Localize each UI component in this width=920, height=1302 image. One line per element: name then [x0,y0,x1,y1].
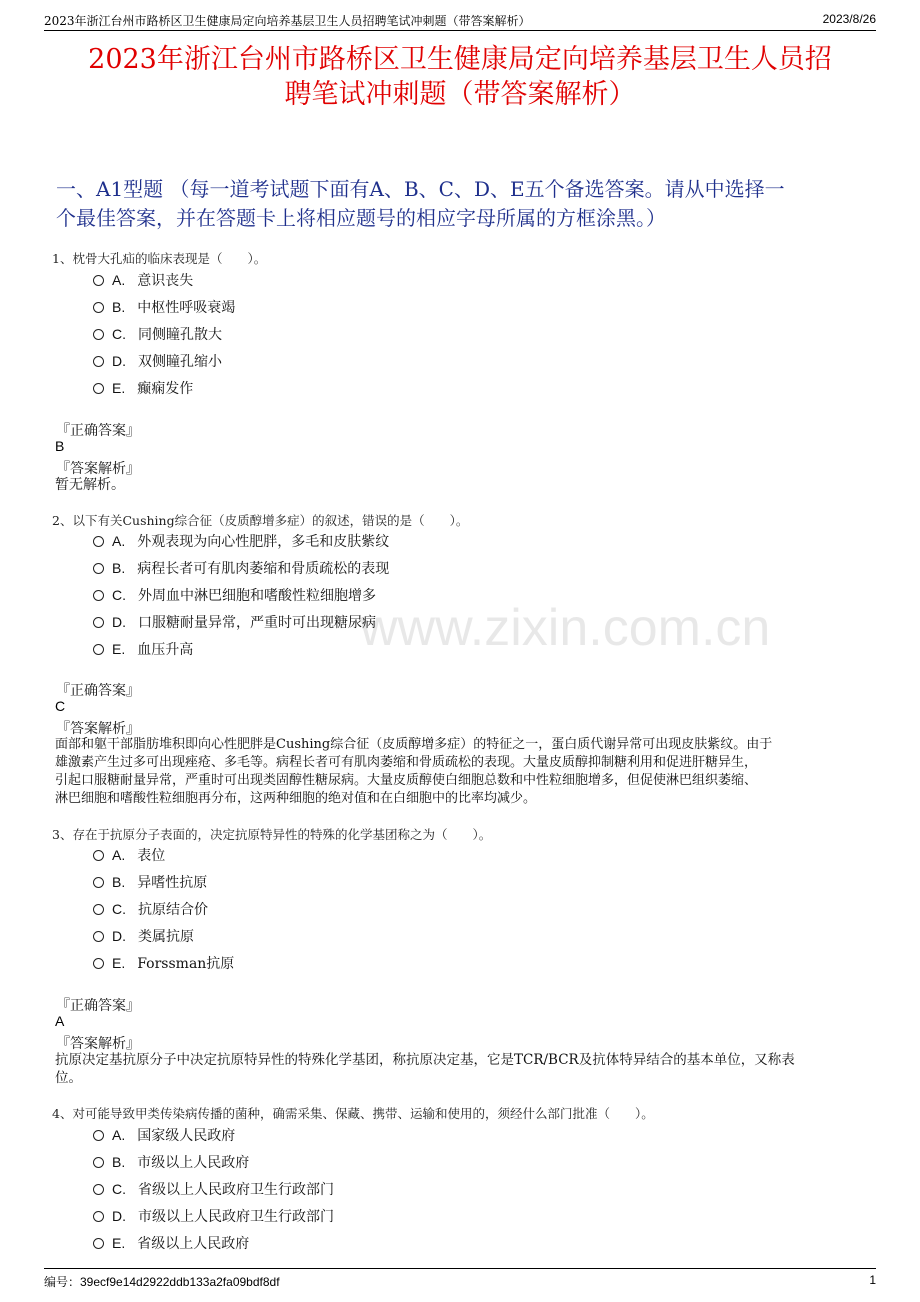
radio-icon[interactable] [93,563,104,574]
analysis-label: 『答案解析』 [56,1036,140,1052]
radio-icon[interactable] [93,536,104,547]
radio-icon[interactable] [93,617,104,628]
section-heading [56,175,864,233]
radio-icon[interactable] [93,931,104,942]
question-3-stem: 3、存在于抗原分子表面的，决定抗原特异性的特殊的化学基团称之为（ ）。 [52,827,492,842]
radio-icon[interactable] [93,904,104,915]
question-3-option-a[interactable]: A. 表位 [93,845,165,865]
question-2-option-b[interactable]: B. 病程长者可有肌肉萎缩和骨质疏松的表现 [93,558,389,578]
question-3-explanation: 抗原决定基抗原分子中决定抗原特异性的特殊化学基团，称抗原决定基，它是TCR/BCR及抗体特异结合的基本单位，又称表 位。 [55,1052,795,1086]
question-4-option-e[interactable]: E. 省级以上人民政府 [93,1233,249,1253]
question-2-option-a[interactable]: A. 外观表现为向心性肥胖，多毛和皮肤紫纹 [93,531,389,551]
question-4-option-d[interactable]: D. 市级以上人民政府卫生行政部门 [93,1206,334,1226]
question-1-option-e[interactable]: E. 癫痫发作 [93,378,193,398]
question-3-option-c[interactable]: C. 抗原结合价 [93,899,208,919]
radio-icon[interactable] [93,275,104,286]
footer-doc-id: 编号：39ecf9e14d2922ddb133a2fa09bdf8df [44,1275,280,1289]
radio-icon[interactable] [93,329,104,340]
radio-icon[interactable] [93,644,104,655]
section-line-1: 一、A1型题 （每一道考试题下面有A、B、C、D、E五个备选答案。请从中选择一 [56,177,785,201]
question-4-option-a[interactable]: A. 国家级人民政府 [93,1125,235,1145]
radio-icon[interactable] [93,383,104,394]
title-line-2: 聘笔试冲刺题（带答案解析） [284,79,636,110]
radio-icon[interactable] [93,1130,104,1141]
question-1-explanation: 暂无解析。 [55,477,125,493]
question-1-option-a[interactable]: A. 意识丧失 [93,270,193,290]
title-line-1: 2023年浙江台州市路桥区卫生健康局定向培养基层卫生人员招 [88,44,832,75]
question-1-option-d[interactable]: D. 双侧瞳孔缩小 [93,351,222,371]
question-2-answer: C [55,698,66,714]
radio-icon[interactable] [93,1157,104,1168]
radio-icon[interactable] [93,958,104,969]
radio-icon[interactable] [93,877,104,888]
section-line-2: 个最佳答案，并在答题卡上将相应题号的相应字母所属的方框涂黑。） [56,206,666,230]
radio-icon[interactable] [93,356,104,367]
page-footer [44,1268,876,1291]
question-2-stem: 2、以下有关Cushing综合征（皮质醇增多症）的叙述，错误的是（ ）。 [52,513,469,528]
header-doc-title: 2023年浙江台州市路桥区卫生健康局定向培养基层卫生人员招聘笔试冲刺题（带答案解析） [44,14,531,28]
radio-icon[interactable] [93,590,104,601]
radio-icon[interactable] [93,302,104,313]
question-3-option-e[interactable]: E. Forssman抗原 [93,953,234,973]
correct-answer-label: 『正确答案』 [56,683,140,699]
question-1-option-c[interactable]: C. 同侧瞳孔散大 [93,324,222,344]
header-date: 2023/8/26 [822,12,876,26]
page-header [44,12,876,31]
radio-icon[interactable] [93,1184,104,1195]
radio-icon[interactable] [93,1238,104,1249]
question-2-explanation: 面部和躯干部脂肪堆积即向心性肥胖是Cushing综合征（皮质醇增多症）的特征之一，蛋白质代谢异常可出现皮肤紫纹。由于 雄激素产生过多可出现痤疮、多毛等。病程长者可有肌肉萎缩和骨质疏松的表现。大量皮质醇抑制糖利用和促进肝糖异生， 引起口服糖耐量异常，严重时可出现类固醇性糖尿病。大量皮质醇使白细胞总数和中性粒细胞增多，但促使淋巴组织萎缩、 淋巴细胞和嗜酸性粒细胞再分布，这两种细胞的绝对值和在白细胞中的比率均减少。 [55,737,773,806]
document-title [40,42,880,112]
footer-page-number: 1 [869,1273,876,1287]
analysis-label: 『答案解析』 [56,461,140,477]
question-4-stem: 4、对可能导致甲类传染病传播的菌种，确需采集、保藏、携带、运输和使用的，须经什么部门批准（ ）。 [52,1106,654,1121]
question-2-option-d[interactable]: D. 口服糖耐量异常，严重时可出现糖尿病 [93,612,376,632]
question-1-answer: B [55,438,65,454]
question-4-option-b[interactable]: B. 市级以上人民政府 [93,1152,249,1172]
watermark: www.zixin.com.cn [360,599,771,657]
question-4-option-c[interactable]: C. 省级以上人民政府卫生行政部门 [93,1179,334,1199]
question-1-stem: 1、枕骨大孔疝的临床表现是（ ）。 [52,251,267,266]
question-2-option-e[interactable]: E. 血压升高 [93,639,193,659]
question-3-answer: A [55,1013,65,1029]
radio-icon[interactable] [93,1211,104,1222]
question-1-option-b[interactable]: B. 中枢性呼吸衰竭 [93,297,235,317]
question-2-option-c[interactable]: C. 外周血中淋巴细胞和嗜酸性粒细胞增多 [93,585,376,605]
analysis-label: 『答案解析』 [56,721,140,737]
radio-icon[interactable] [93,850,104,861]
question-3-option-b[interactable]: B. 异嗜性抗原 [93,872,207,892]
correct-answer-label: 『正确答案』 [56,423,140,439]
question-3-option-d[interactable]: D. 类属抗原 [93,926,194,946]
correct-answer-label: 『正确答案』 [56,998,140,1014]
